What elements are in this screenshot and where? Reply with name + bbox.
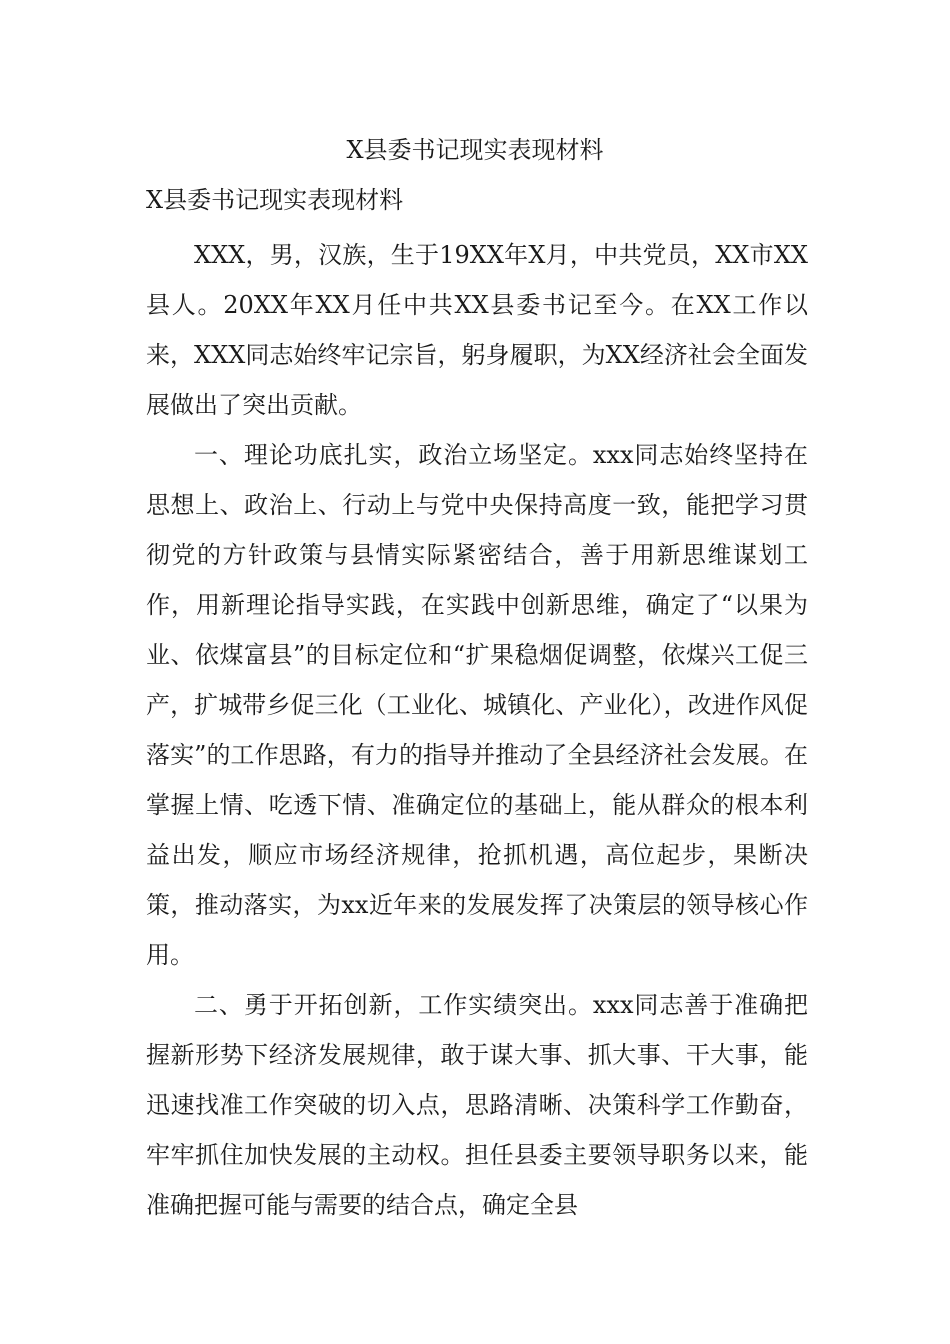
document-title: X县委书记现实表现材料 — [346, 136, 604, 164]
paragraph-section-1: 一、理论功底扎实，政治立场坚定。xxx同志始终坚持在思想上、政治上、行动上与党中央保持高度一致，能把学习贯彻党的方针政策与县情实际紧密结合，善于用新思维谋划工作，用新理论指导实践，在实践中创新思维，确定了“以果为业、依煤富县”的目标定位和“扩果稳烟促调整，依煤兴工促三产，扩城带乡促三化（工业化、城镇化、产业化），改进作风促落实”的工作思路，有力的指导并推动了全县经济社会发展。在掌握上情、吃透下情、准确定位的基础上，能从群众的根本利益出发，顺应市场经济规律，抢抓机遇，高位起步，果断决策，推动落实，为xx近年来的发展发挥了决策层的领导核心作用。 — [146, 441, 808, 969]
document-body — [146, 230, 808, 1230]
paragraph-section-2: 二、勇于开拓创新，工作实绩突出。xxx同志善于准确把握新形势下经济发展规律，敢于谋大事、抓大事、干大事，能迅速找准工作突破的切入点，思路清晰、决策科学工作勤奋，牢牢抓住加快发展的主动权。担任县委主要领导职务以来，能准确把握可能与需要的结合点，确定全县 — [146, 991, 808, 1219]
document-subtitle: X县委书记现实表现材料 — [146, 186, 404, 214]
paragraph-intro: XXX，男，汉族，生于19XX年X月，中共党员，XX市XX县人。20XX年XX月任中共XX县委书记至今。在XX工作以来，XXX同志始终牢记宗旨，躬身履职，为XX经济社会全面发展做出了突出贡献。 — [146, 241, 808, 419]
